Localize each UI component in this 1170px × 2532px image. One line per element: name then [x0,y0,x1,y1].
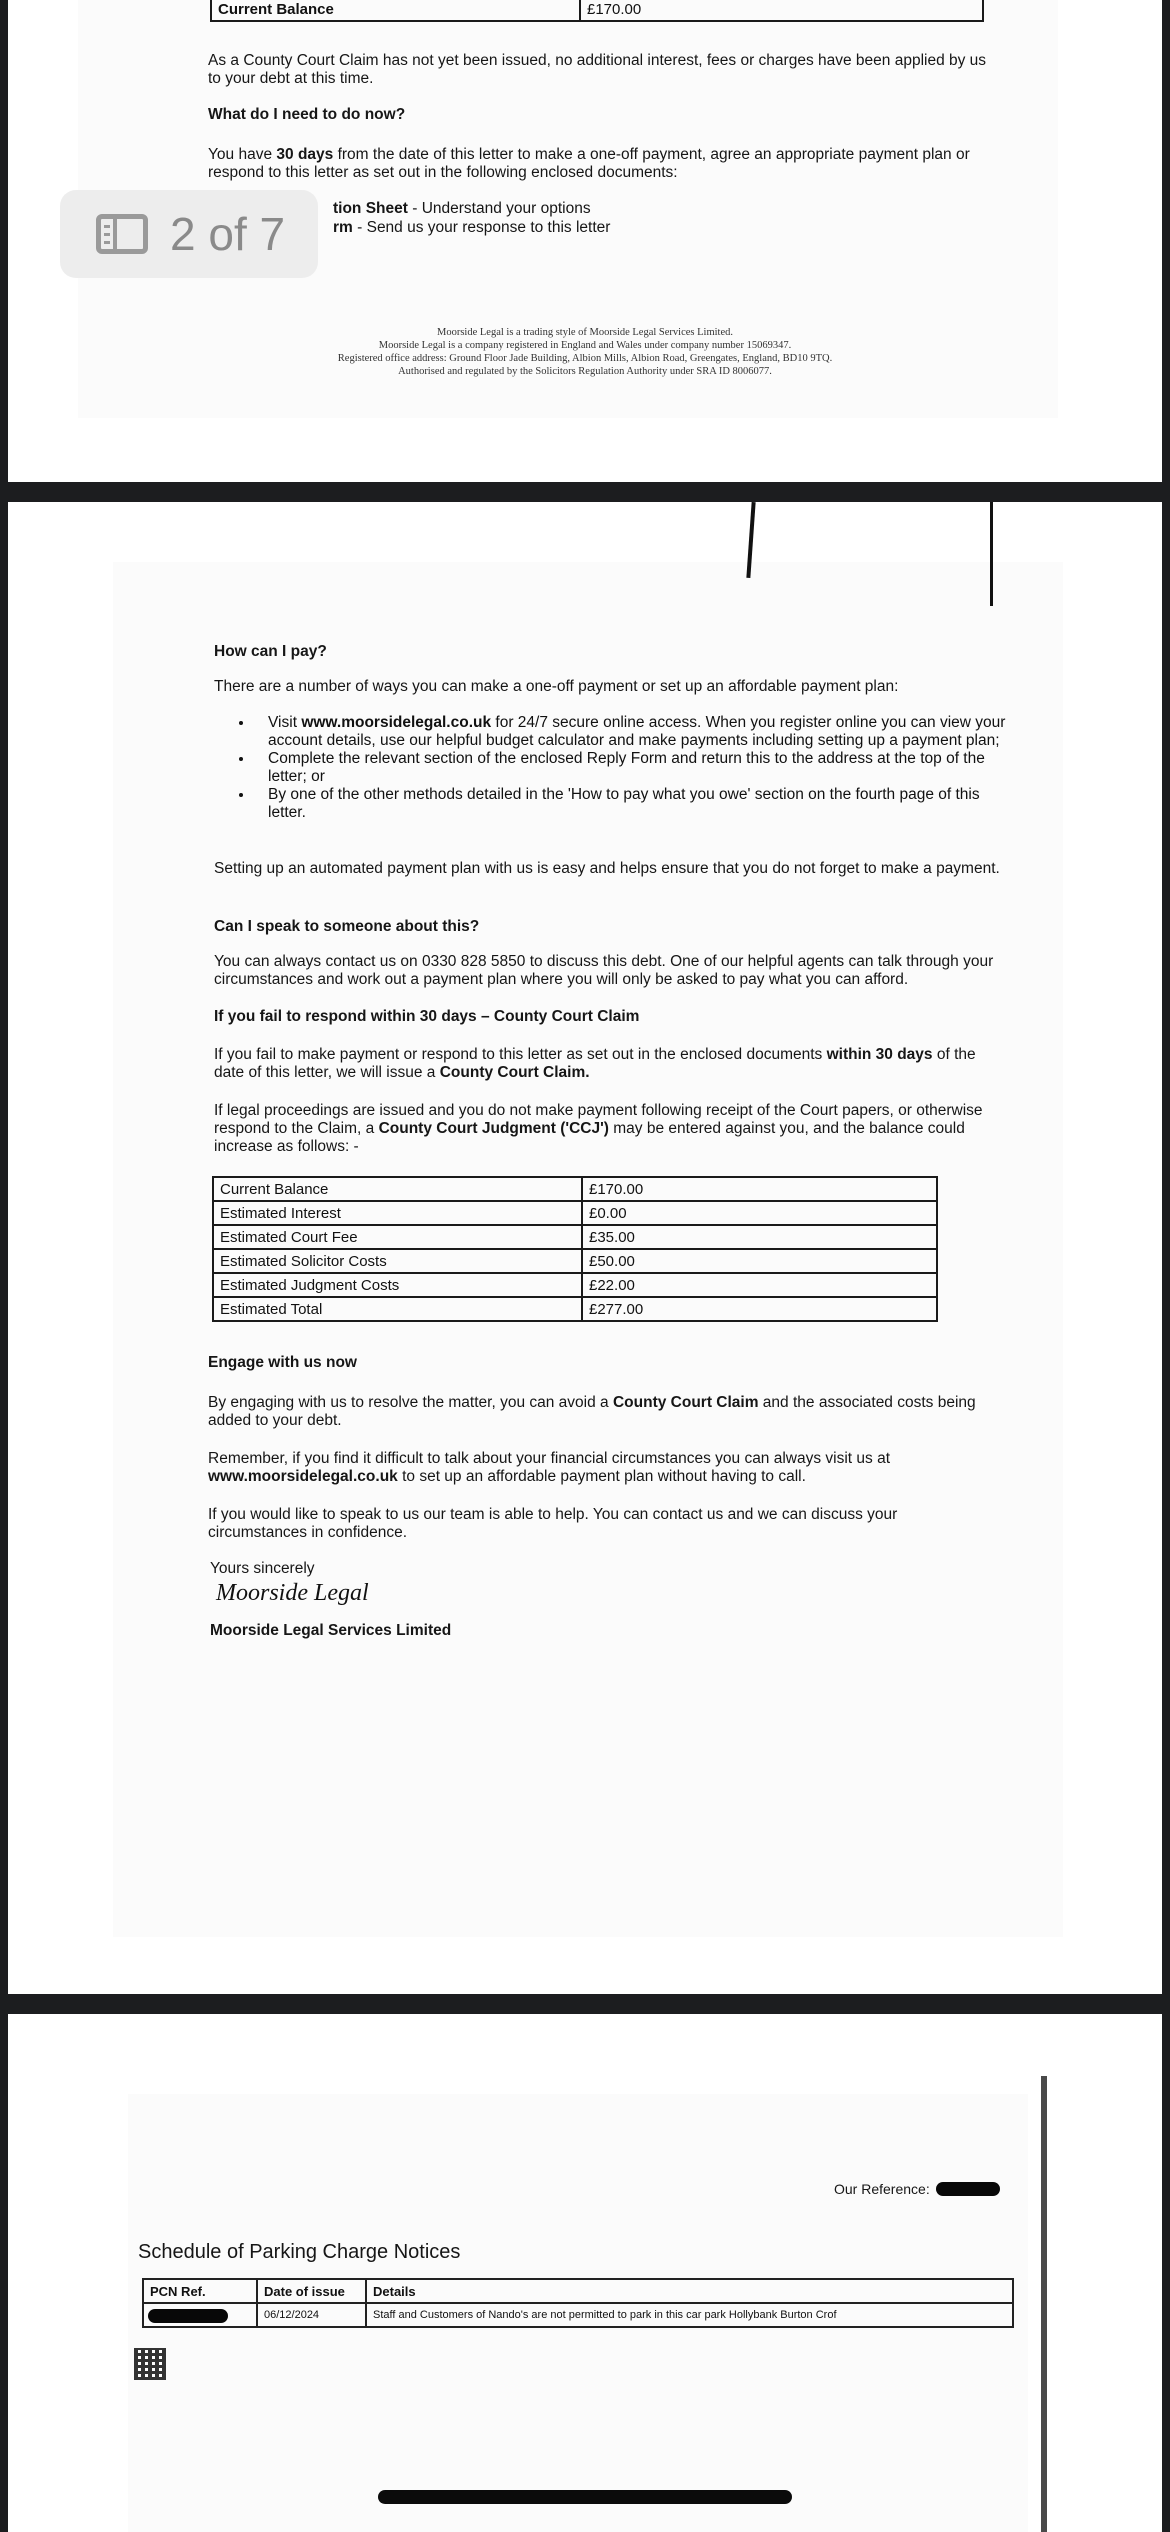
footer-line: Authorised and regulated by the Solicitors Regulation Authority under SRA ID 8006077. [398,366,772,377]
not-issued-paragraph: As a County Court Claim has not yet been issued, no additional interest, fees or charges have been applied by us to your debt at this time. [208,52,987,87]
scan-edge-line [1041,2076,1047,2532]
payment-methods-list [234,714,1014,822]
text-span: If you fail to make payment or respond to this letter as set out in the enclosed documents [214,1046,827,1063]
website-link[interactable]: www.moorsidelegal.co.uk [208,1468,398,1485]
bold-span: 30 days [276,146,334,163]
do-now-heading: What do I need to do now? [208,106,406,123]
team-paragraph: If you would like to speak to us our team is able to help. You can contact us and we can discuss your circumstances in confidence. [208,1506,898,1541]
enclosure-item-2 [333,219,610,237]
pcn-ref-cell [143,2303,257,2327]
text-span: for 24/7 secure online access. When you register online you can view your account details, use our helpful budget calculator and make payments including setting up a payment plan; [268,714,1006,749]
current-balance-table [210,0,984,22]
table-row [213,1201,937,1225]
text-span: Remember, if you find it difficult to talk about your financial circumstances you can always visit us at [208,1450,891,1467]
text-span: - Send us your response to this letter [352,219,611,236]
cost-value: £0.00 [582,1201,937,1225]
website-link[interactable]: www.moorsidelegal.co.uk [301,714,492,731]
text-span: By engaging with us to resolve the matter, you can avoid a [208,1394,613,1411]
yours-sincerely: Yours sincerely [210,1560,315,1577]
text-span: You have [208,146,277,163]
cost-value: £50.00 [582,1249,937,1273]
text-span: - Understand your options [407,200,591,217]
automated-paragraph: Setting up an automated payment plan with us is easy and helps ensure that you do not forget to make a payment. [214,860,1000,877]
bold-span: within 30 days [826,1046,933,1063]
cost-label: Estimated Solicitor Costs [213,1249,582,1273]
balance-label: Current Balance [211,0,580,21]
page-footer [8,326,1162,378]
how-pay-heading: How can I pay? [214,643,327,660]
remember-paragraph [208,1450,998,1486]
contact-paragraph: You can always contact us on 0330 828 5850 to discuss this debt. One of our helpful agents can talk through your circumstances and work out a payment plan where you will only be asked to pay what you can afford. [214,953,994,988]
column-header: PCN Ref. [143,2279,257,2303]
cost-label: Current Balance [213,1177,582,1201]
column-header: Date of issue [257,2279,366,2303]
text-span: to set up an affordable payment plan without having to call. [397,1468,806,1485]
fail-heading: If you fail to respond within 30 days – County Court Claim [214,1008,640,1025]
bold-span: County Court Claim [612,1394,759,1411]
schedule-table [142,2278,1014,2328]
scan-edge-line [990,502,993,606]
bold-span: County Court Judgment ('CCJ') [378,1120,609,1137]
cost-value: £22.00 [582,1273,937,1297]
cost-value: £277.00 [582,1297,937,1321]
table-row [213,1177,937,1201]
list-item: • Complete the relevant section of the enclosed Reply Form and return this to the address at the top of the letter; or [254,750,1014,786]
table-row [213,1297,937,1321]
company-name: Moorside Legal Services Limited [210,1622,452,1639]
footer-line: Moorside Legal is a trading style of Moorside Legal Services Limited. [437,327,733,338]
page-indicator[interactable] [60,190,318,278]
table-row [143,2303,1013,2327]
column-header: Details [366,2279,1013,2303]
speak-heading: Can I speak to someone about this? [214,918,480,935]
document-page-2 [8,502,1162,1994]
text-span: may be entered against you, and the balance could increase as follows: - [214,1120,965,1155]
bold-span: rm [333,219,353,236]
cost-value: £35.00 [582,1225,937,1249]
footer-line: Registered office address: Ground Floor Jade Building, Albion Mills, Albion Road, Greengates, England, BD10 9TQ. [337,353,833,364]
list-item: • By one of the other methods detailed in the 'How to pay what you owe' section on the fourth page of this letter. [254,786,1014,822]
barcode-icon [134,2348,166,2380]
thirty-days-paragraph [208,146,998,182]
table-row [211,0,983,21]
engage-paragraph [208,1394,998,1430]
document-page-3 [8,2014,1162,2532]
table-row [143,2279,1013,2303]
text-span: Visit [268,714,302,731]
bold-span: tion Sheet [333,200,408,217]
bold-span: County Court Claim. [439,1064,590,1081]
cost-label: Estimated Court Fee [213,1225,582,1249]
engage-heading: Engage with us now [208,1354,357,1371]
estimated-costs-table [212,1176,938,1322]
table-row [213,1225,937,1249]
details-cell: Staff and Customers of Nando's are not permitted to park in this car park Hollybank Burton Crof [366,2303,1013,2327]
balance-value: £170.00 [580,0,983,21]
text-span: If legal proceedings are issued and you do not make payment following receipt of the Court papers, or otherwise respond to the Claim, a [214,1102,983,1137]
home-indicator[interactable] [378,2490,792,2504]
cost-value: £170.00 [582,1177,937,1201]
table-row [213,1273,937,1297]
date-cell: 06/12/2024 [257,2303,366,2327]
sidebar-toggle-icon[interactable] [96,214,148,254]
list-item [254,714,1014,750]
enclosure-item-1 [333,200,591,218]
redaction [148,2309,228,2323]
table-row [213,1249,937,1273]
page-indicator-label: 2 of 7 [170,208,286,260]
cost-label: Estimated Interest [213,1201,582,1225]
text-span: of the date of this letter, we will issue a [214,1046,976,1081]
our-reference-label: Our Reference: [834,2181,930,2197]
footer-line: Moorside Legal is a company registered in England and Wales under company number 15069347. [378,340,792,351]
text-span: and the associated costs being added to your debt. [208,1394,976,1429]
cost-label: Estimated Judgment Costs [213,1273,582,1297]
ways-paragraph: There are a number of ways you can make a one-off payment or set up an affordable payment plan: [214,678,899,695]
cost-label: Estimated Total [213,1297,582,1321]
fail-paragraph [214,1046,1004,1082]
ccj-paragraph [214,1102,1004,1156]
redaction [936,2182,1000,2196]
schedule-title: Schedule of Parking Charge Notices [138,2241,461,2263]
signature: Moorside Legal [216,1580,369,1606]
text-span: from the date of this letter to make a one-off payment, agree an appropriate payment plan or respond to this letter as set out in the following enclosed documents: [208,146,970,181]
